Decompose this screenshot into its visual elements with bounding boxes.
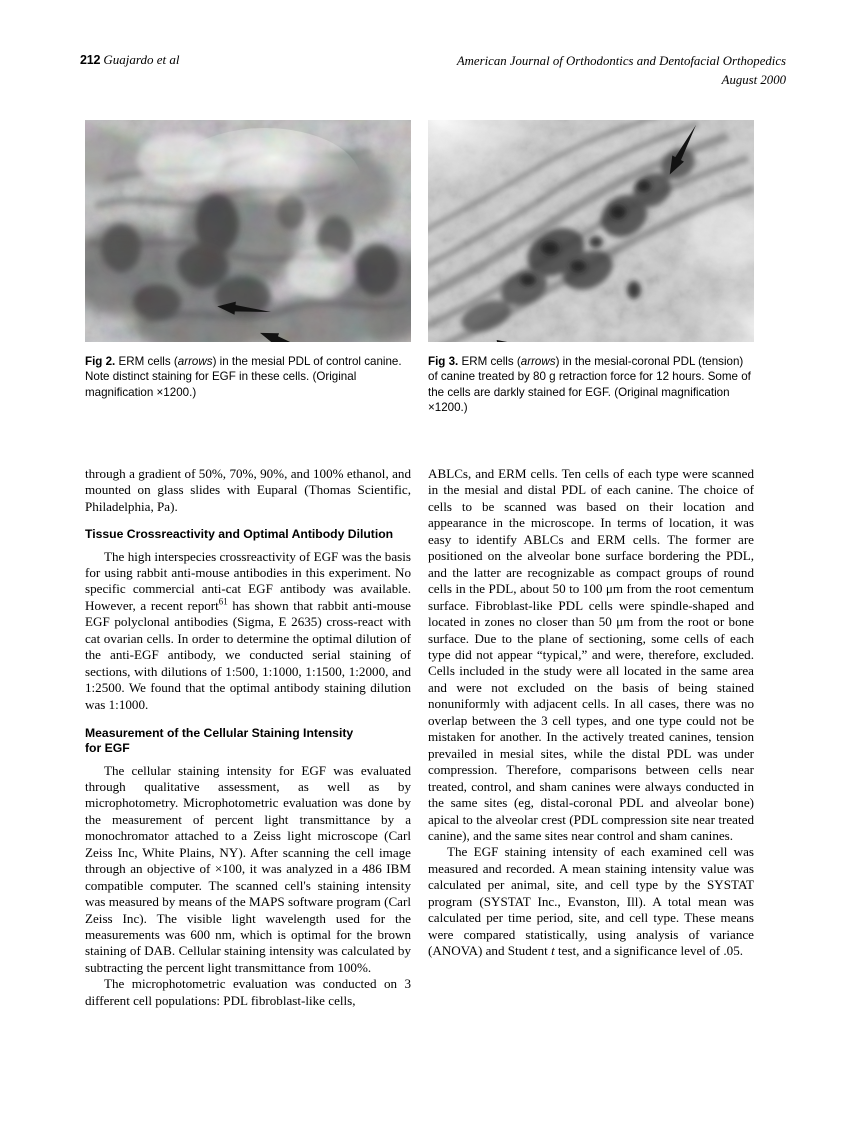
paragraph-statistics bbox=[428, 844, 754, 959]
paragraph-crossreactivity-part2: has shown that rabbit anti-mouse EGF polyclonal antibodies (Sigma, E 2635) cross-react with cat ovarian cells. In order to determine the optimal dilution of the anti-EGF antibody, we conducted serial staining of sections, with dilutions of 1:500, 1:1000, 1:1500, 1:2000, and 1:2500. We found that the optimal antibody staining dilution was 1:1000. bbox=[85, 597, 411, 712]
section-heading-staining-intensity-line1: Measurement of the Cellular Staining Intensity bbox=[85, 726, 354, 741]
figure-3-image bbox=[428, 120, 754, 342]
figure-3-caption-arrows: arrows bbox=[520, 355, 556, 368]
figure-3-caption-rest: ) in the mesial-coronal PDL (tension) of canine treated by 80 g retraction force for 12 hours. Some of the cells are darkly stained for EGF. (Original magnification ×1200.) bbox=[428, 355, 751, 415]
statistic-t-symbol: t bbox=[551, 943, 555, 959]
page-number: 212 bbox=[80, 53, 101, 67]
figure-3-label: Fig 3. bbox=[428, 355, 459, 368]
body-column-left bbox=[85, 466, 411, 1009]
section-heading-staining-intensity bbox=[85, 726, 411, 756]
micrograph-fig-3 bbox=[428, 120, 754, 342]
paragraph-statistics-part2: test, and a significance level of .05. bbox=[554, 943, 744, 959]
paragraph-cell-selection: ABLCs, and ERM cells. Ten cells of each type were scanned in the mesial and distal PDL of each canine. The choice of cells to be scanned was based on their location and appearance in the microscope. In terms of location, it was easy to identify ABLCs and ERM cells. The former are positioned on the alveolar bone surface bordering the PDL, and the latter are recognizable as compact groups of round cells in the PDL, about 50 to 100 μm from the root cementum surface. Fibroblast-like PDL cells were spindle-shaped and located in zones no closer than 50 μm from the root or bone surface. Due to the plane of sectioning, some cells of each type did not appear “typical,” and were, therefore, excluded. Cells included in the study were all located in the same area and were not excluded on the basis of being stained nonuniformly with adjacent cells. In all cases, there was no overlap between the 3 cell types, and one type could not be mistaken for another. In the actively treated canines, tension prevailed in mesial sites, while the distal PDL was under compression. Therefore, comparisons between cells near treated, control, and sham canines were always conducted in the same sites (eg, distal-coronal PDL and alveolar bone) apical to the alveolar crest (PDL compression site near treated canine), and the same sites near control and sham canines. bbox=[428, 466, 754, 843]
running-head-right bbox=[457, 52, 786, 90]
paragraph-statistics-part1: The EGF staining intensity of each examined cell was measured and recorded. A mean staining intensity value was calculated per animal, site, and cell type by the SYSTAT program (SYSTAT Inc., Evanston, Ill). A total mean was calculated per time period, site, and cell type. These means were compared statistically, using analysis of variance (ANOVA) and Student bbox=[428, 844, 754, 959]
reference-marker-61: 61 bbox=[218, 596, 228, 607]
paragraph-microphotometric-populations: The microphotometric evaluation was conducted on 3 different cell populations: PDL fibroblast-like cells, bbox=[85, 976, 411, 1008]
figure-2-image bbox=[85, 120, 411, 342]
micrograph-fig-2 bbox=[85, 120, 411, 342]
paragraph-staining-method: The cellular staining intensity for EGF was evaluated through qualitative assessment, as well as by microphotometry. Microphotometric evaluation was done by the measurement of percent light transmittance by a monochromator attached to a Zeiss light microscope (Carl Zeiss Inc, White Plains, NY). After scanning the cell image through an objective of ×100, it was analyzed in a 486 IBM compatible computer. The scanned cell's staining intensity was measured by means of the MAPS software program (Carl Zeiss Inc). The visible light wavelength used for the measurements was 600 nm, which is optimal for the brown staining of DAB. Cellular staining intensity was calculated by subtracting the percent light transmittance from 100%. bbox=[85, 762, 411, 975]
issue-date: August 2000 bbox=[721, 73, 786, 87]
figure-2-caption-main: ERM cells ( bbox=[115, 355, 178, 368]
figure-2-label: Fig 2. bbox=[85, 355, 116, 368]
running-head-authors: Guajardo et al bbox=[103, 52, 180, 67]
running-head bbox=[80, 52, 786, 96]
section-heading-tissue-crossreactivity: Tissue Crossreactivity and Optimal Antibody Dilution bbox=[85, 527, 394, 542]
running-head-left bbox=[80, 52, 179, 68]
figure-2-caption-arrows: arrows bbox=[177, 355, 213, 368]
figure-row bbox=[85, 120, 771, 342]
figure-2-caption bbox=[85, 354, 411, 400]
body-column-right bbox=[428, 466, 754, 960]
figure-3-caption bbox=[428, 354, 754, 416]
figure-3-caption-main: ERM cells ( bbox=[458, 355, 521, 368]
paragraph-continued: through a gradient of 50%, 70%, 90%, and 100% ethanol, and mounted on glass slides with Euparal (Thomas Scientific, Philadelphia, Pa). bbox=[85, 466, 411, 514]
section-heading-staining-intensity-line2: for EGF bbox=[85, 741, 130, 756]
figure-2-caption-rest: ) in the mesial PDL of control canine. Note distinct staining for EGF in these cells. (Original magnification ×1200.) bbox=[85, 355, 402, 399]
paragraph-crossreactivity bbox=[85, 549, 411, 714]
paragraph-crossreactivity-part1: The high interspecies crossreactivity of EGF was the basis for using rabbit anti-mouse antibodies in this experiment. No specific commercial anti-cat EGF antibody was available. However, a recent report bbox=[85, 548, 411, 613]
journal-title: American Journal of Orthodontics and Dentofacial Orthopedics bbox=[456, 54, 786, 68]
